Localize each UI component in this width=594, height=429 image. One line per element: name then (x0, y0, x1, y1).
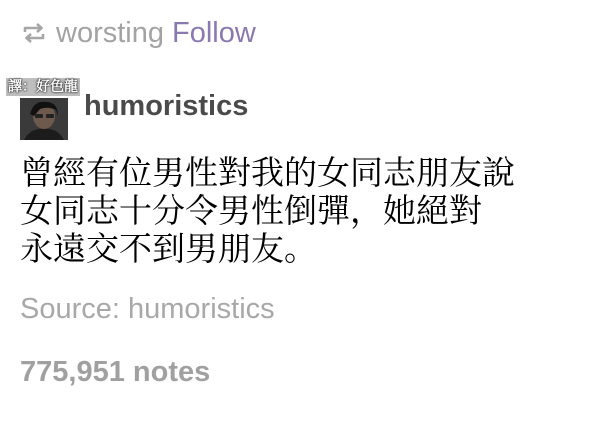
reblog-icon (22, 22, 46, 44)
source-link[interactable]: Source: humoristics (20, 293, 275, 325)
avatar-icon (20, 98, 68, 140)
quote-line: 永遠交不到男朋友。 (20, 229, 317, 268)
quote-line: 曾經有位男性對我的女同志朋友說 (20, 153, 515, 192)
post-author[interactable]: humoristics (84, 90, 249, 122)
follow-button[interactable]: Follow (172, 16, 256, 49)
reblogger-username[interactable]: worsting (56, 16, 164, 49)
quote-line: 女同志十分令男性倒彈，她絕對 (20, 191, 482, 230)
avatar[interactable] (20, 98, 68, 140)
notes-count[interactable]: 775,951 notes (20, 356, 211, 388)
reblog-header (22, 14, 256, 52)
post-quote (20, 154, 580, 268)
translator-watermark: 譯：好色龍 (8, 79, 78, 95)
